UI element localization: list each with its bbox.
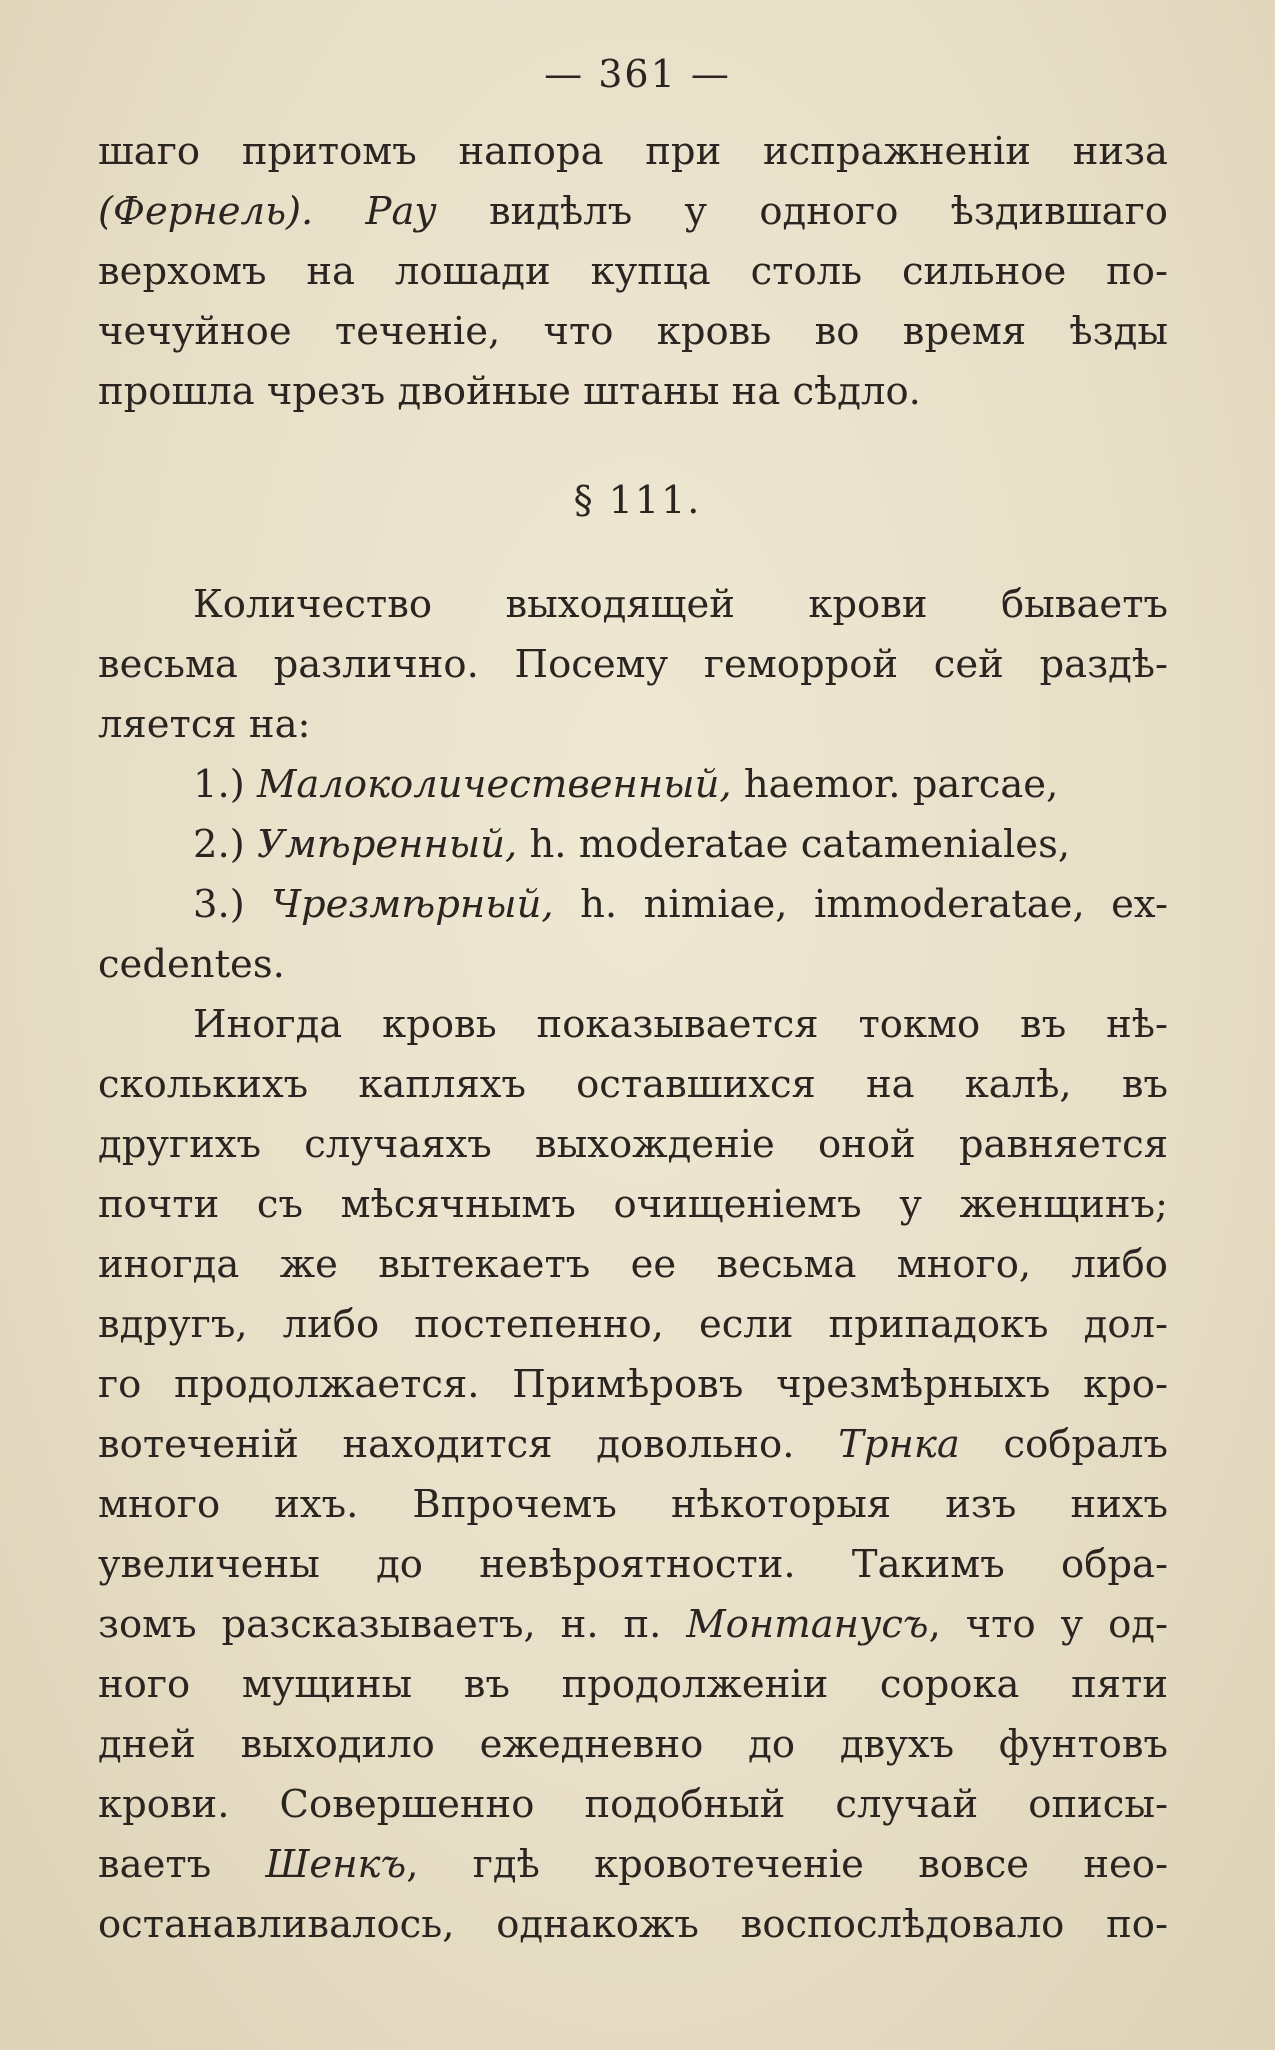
text-fragment: , гдѣ кровотеченіе вовсе нео- xyxy=(406,1842,1168,1887)
list-tail: cedentes. xyxy=(98,942,285,987)
list-item xyxy=(98,875,1168,935)
text-line xyxy=(98,1835,1168,1895)
classification-list xyxy=(98,755,1168,995)
italic-name: Шенкъ xyxy=(265,1842,407,1887)
text-line xyxy=(98,1415,1168,1475)
text-fragment: , что у од- xyxy=(928,1602,1168,1647)
text-fragment: ваетъ xyxy=(98,1842,266,1887)
text-line: другихъ случаяхъ выхожденіе оной равняется xyxy=(98,1122,1168,1167)
latin-term: haemor. parcae, xyxy=(743,762,1059,807)
text-line: Количество выходящей крови бываетъ xyxy=(193,582,1168,627)
list-term: Чрезмѣрный, xyxy=(271,882,581,927)
text-fragment: вотеченій находится довольно. xyxy=(98,1422,839,1467)
text-line: го продолжается. Примѣровъ чрезмѣрныхъ кро- xyxy=(98,1362,1168,1407)
text-line: много ихъ. Впрочемъ нѣкоторыя изъ нихъ xyxy=(98,1482,1168,1527)
text-line: вдругъ, либо постепенно, если припадокъ дол- xyxy=(98,1302,1168,1347)
text-line: шаго притомъ напора при испражненіи низа xyxy=(98,129,1168,174)
list-term: Умѣренный, xyxy=(257,822,530,867)
text-line: крови. Совершенно подобный случай описы- xyxy=(98,1782,1168,1827)
text-fragment: видѣлъ у одного ѣздившаго xyxy=(436,189,1168,234)
list-item xyxy=(98,755,1168,815)
text-line: дней выходило ежедневно до двухъ фунтовъ xyxy=(98,1722,1168,1767)
text-line: весьма различно. Посему геморрой сей раздѣ- xyxy=(98,642,1168,687)
text-line: прошла чрезъ двойные штаны на сѣдло. xyxy=(98,369,921,414)
text-line: почти съ мѣсячнымъ очищеніемъ у женщинъ; xyxy=(98,1182,1168,1227)
text-line xyxy=(98,182,1168,242)
text-fragment: зомъ разсказываетъ, н. п. xyxy=(98,1602,687,1647)
list-number: 2.) xyxy=(193,822,257,867)
text-line: чечуйное теченіе, что кровь во время ѣзды xyxy=(98,309,1168,354)
latin-term: h. moderatae catameniales, xyxy=(529,822,1071,867)
paragraph-intro xyxy=(98,575,1168,755)
text-fragment: собралъ xyxy=(959,1422,1168,1467)
paragraph-body xyxy=(98,995,1168,1955)
section-heading: § 111. xyxy=(573,478,702,522)
text-line: иногда же вытекаетъ ее весьма много, либо xyxy=(98,1242,1168,1287)
page-number: — 361 — xyxy=(544,52,731,96)
italic-name: Трнка xyxy=(838,1422,960,1467)
text-line: верхомъ на лошади купца столь сильное по- xyxy=(98,249,1168,294)
italic-name: Монтанусъ xyxy=(686,1602,929,1647)
list-number: 3.) xyxy=(193,882,272,927)
italic-name: (Фернель). xyxy=(98,189,314,234)
list-term: Малоколичественный, xyxy=(257,762,744,807)
text-line: ного мущины въ продолженіи сорока пяти xyxy=(98,1662,1168,1707)
text-line: ляется на: xyxy=(98,702,311,747)
text-line: увеличены до невѣроятности. Такимъ обра- xyxy=(98,1542,1168,1587)
list-item xyxy=(98,815,1168,875)
text-line: Иногда кровь показывается токмо въ нѣ- xyxy=(193,1002,1168,1047)
latin-term: h. nimiae, immoderatae, ex- xyxy=(580,882,1168,927)
text-line: сколькихъ капляхъ оставшихся на калѣ, въ xyxy=(98,1062,1168,1107)
text-line: останавливалось, однакожъ воспослѣдовало по- xyxy=(98,1902,1168,1947)
paragraph-continuation xyxy=(98,122,1168,422)
list-number: 1.) xyxy=(193,762,257,807)
italic-name: Рау xyxy=(313,189,437,234)
text-line xyxy=(98,1595,1168,1655)
